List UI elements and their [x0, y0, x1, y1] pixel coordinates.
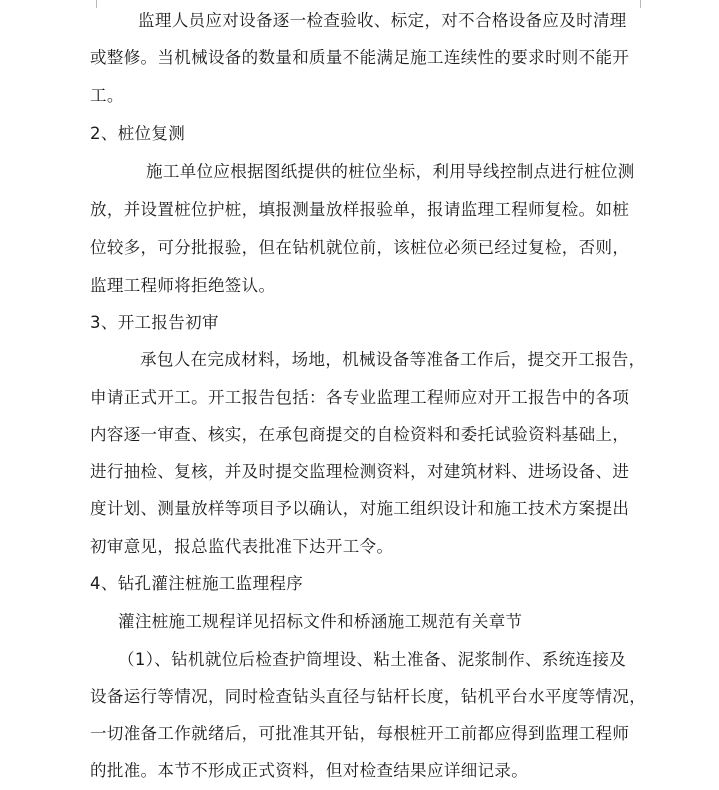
- paragraph-line: 工。: [90, 86, 124, 105]
- paragraph-line: 设备运行等情况，同时检查钻头直径与钻杆长度，钻机平台水平度等情况，: [90, 687, 647, 706]
- paragraph-line: 承包人在完成材料，场地，机械设备等准备工作后，提交开工报告，: [140, 350, 646, 369]
- paragraph-line: 灌注桩施工规程详见招标文件和桥涵施工规范有关章节: [118, 612, 523, 631]
- paragraph-line: 施工单位应根据图纸提供的桩位坐标，利用导线控制点进行桩位测: [146, 162, 635, 181]
- margin-crop-mark-right: [640, 0, 641, 8]
- paragraph-line: 放，并设置桩位护桩，填报测量放样报验单，报请监理工程师复检。如桩: [90, 200, 630, 219]
- paragraph-line: （1）、钻机就位后检查护筒埋设、粘土准备、泥浆制作、系统连接及: [118, 650, 627, 669]
- section-heading: 2、桩位复测: [90, 124, 186, 143]
- paragraph-line: 监理工程师将拒绝签认。: [90, 276, 276, 295]
- paragraph-line: 内容逐一审查、核实，在承包商提交的自检资料和委托试验资料基础上，: [90, 425, 630, 444]
- paragraph-line: 度计划、测量放样等项目予以确认，对施工组织设计和施工技术方案提出: [90, 499, 630, 518]
- paragraph-line: 初审意见，报总监代表批准下达开工令。: [90, 537, 394, 556]
- paragraph-line: 一切准备工作就绪后，可批准其开钻，每根桩开工前都应得到监理工程师: [90, 724, 630, 743]
- paragraph-line: 申请正式开工。开工报告包括：各专业监理工程师应对开工报告中的各项: [90, 388, 630, 407]
- section-heading: 3、开工报告初审: [90, 313, 219, 332]
- paragraph-line: 监理人员应对设备逐一检查验收、标定，对不合格设备应及时清理: [138, 11, 627, 30]
- paragraph-line: 的批准。本节不形成正式资料，但对检查结果应详细记录。: [90, 761, 529, 780]
- margin-crop-mark-left: [96, 0, 97, 8]
- section-heading: 4、钻孔灌注桩施工监理程序: [90, 574, 304, 593]
- paragraph-line: 或整修。当机械设备的数量和质量不能满足施工连续性的要求时则不能开: [90, 48, 630, 67]
- paragraph-line: 位较多，可分批报验，但在钻机就位前，该桩位必须已经过复检，否则，: [90, 238, 630, 257]
- paragraph-line: 进行抽检、复核，并及时提交监理检测资料，对建筑材料、进场设备、进: [90, 462, 630, 481]
